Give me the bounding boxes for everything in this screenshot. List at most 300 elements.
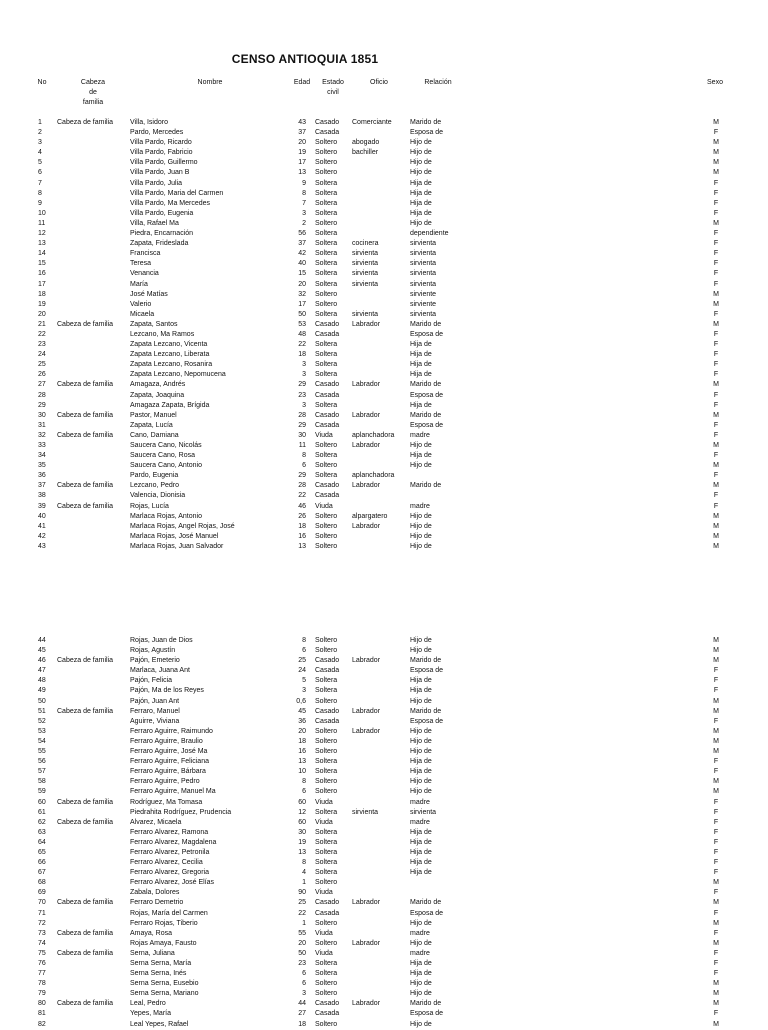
cell-record-number: 23 [38, 341, 46, 349]
table-row [0, 737, 768, 747]
table-row [0, 239, 768, 249]
cell-nombre: Ferraro Demetrio [130, 899, 184, 907]
cell-edad: 40 [298, 260, 306, 268]
cell-edad: 60 [298, 818, 306, 826]
table-row [0, 929, 768, 939]
cell-sexo: F [713, 351, 719, 359]
cell-nombre: Yepes, María [130, 1010, 171, 1018]
cell-record-number: 9 [38, 199, 42, 207]
cell-sexo: F [713, 970, 719, 978]
table-row [0, 158, 768, 168]
cell-edad: 36 [298, 717, 306, 725]
cell-record-number: 68 [38, 879, 46, 887]
cell-oficio: Labrador [352, 657, 381, 665]
cell-nombre: María [130, 280, 148, 288]
cell-oficio: sirvienta [352, 310, 379, 318]
table-row [0, 798, 768, 808]
cell-edad: 13 [298, 169, 306, 177]
table-row [0, 290, 768, 300]
cell-edad: 30 [298, 828, 306, 836]
cell-record-number: 1 [38, 119, 42, 126]
cell-sexo: F [713, 717, 719, 725]
cell-relacion: Hijo de [410, 462, 432, 470]
cell-relacion: Esposa de [410, 909, 444, 917]
table-row [0, 939, 768, 949]
cell-oficio: Comerciante [352, 119, 392, 126]
cell-relacion: Marido de [410, 657, 442, 665]
cell-estado-civil: Soltera [315, 351, 338, 359]
cell-record-number: 53 [38, 727, 46, 735]
cell-sexo: M [713, 169, 719, 177]
cell-estado-civil: Casada [315, 667, 340, 675]
cell-record-number: 58 [38, 778, 46, 786]
cell-nombre: Ferraro Aguirre, Manuel Ma [130, 788, 216, 796]
cell-estado-civil: Soltera [315, 270, 338, 278]
cell-record-number: 44 [38, 637, 46, 644]
cell-relacion: Hijo de [410, 442, 432, 449]
cell-relacion: madre [410, 929, 430, 937]
cell-edad: 18 [298, 1020, 306, 1028]
cell-relacion: Esposa de [410, 129, 444, 137]
cell-record-number: 65 [38, 848, 46, 856]
cell-sexo: M [713, 748, 719, 756]
cell-edad: 13 [298, 848, 306, 856]
cell-nombre: Villa Pardo, Eugenia [130, 209, 194, 217]
cell-record-number: 25 [38, 361, 46, 369]
cell-edad: 50 [298, 310, 306, 318]
cell-edad: 44 [298, 1000, 306, 1008]
cell-edad: 37 [298, 240, 306, 248]
cell-cabeza-de-familia: Cabeza de familia [57, 502, 114, 510]
cell-sexo: M [713, 778, 719, 786]
cell-sexo: M [713, 707, 719, 715]
table-row [0, 838, 768, 848]
cell-sexo: M [713, 657, 719, 665]
cell-edad: 6 [302, 788, 306, 796]
cell-estado-civil: Soltero [315, 990, 338, 998]
cell-estado-civil: Viuda [315, 949, 333, 957]
cell-relacion: sirvienta [410, 260, 437, 268]
table-row [0, 636, 768, 646]
cell-record-number: 14 [38, 250, 46, 258]
cell-relacion: madre [410, 502, 430, 510]
cell-sexo: F [713, 818, 719, 826]
cell-edad: 6 [302, 970, 306, 978]
cell-relacion: Hija de [410, 848, 432, 856]
cell-relacion: madre [410, 818, 430, 826]
cell-oficio: sirvienta [352, 280, 379, 288]
cell-cabeza-de-familia: Cabeza de familia [57, 798, 114, 806]
cell-sexo: M [713, 1020, 719, 1028]
table-row [0, 686, 768, 696]
cell-nombre: Pastor, Manuel [130, 411, 177, 419]
cell-edad: 8 [302, 452, 306, 460]
cell-sexo: F [713, 179, 719, 187]
cell-estado-civil: Soltero [315, 778, 338, 786]
table-row [0, 209, 768, 219]
cell-estado-civil: Soltero [315, 737, 338, 745]
cell-edad: 45 [298, 707, 306, 715]
table-row [0, 919, 768, 929]
header-nombre: Nombre [197, 79, 223, 86]
cell-estado-civil: Casada [315, 129, 340, 137]
cell-edad: 60 [298, 798, 306, 806]
cell-nombre: Saucera Cano, Antonio [130, 462, 202, 470]
cell-sexo: F [713, 667, 719, 675]
cell-record-number: 30 [38, 411, 46, 419]
cell-sexo: F [713, 859, 719, 867]
cell-sexo: M [713, 119, 719, 126]
cell-edad: 20 [298, 727, 306, 735]
cell-record-number: 51 [38, 707, 46, 715]
cell-sexo: M [713, 919, 719, 927]
cell-edad: 7 [302, 199, 306, 207]
cell-estado-civil: Casado [315, 320, 340, 328]
cell-relacion: Hijo de [410, 788, 432, 796]
cell-estado-civil: Soltero [315, 512, 338, 520]
cell-edad: 29 [298, 472, 306, 480]
cell-edad: 20 [298, 280, 306, 288]
cell-sexo: M [713, 899, 719, 907]
cell-estado-civil: Viuda [315, 502, 333, 510]
cell-estado-civil: Soltera [315, 199, 338, 207]
cell-relacion: Hijo de [410, 512, 432, 520]
cell-nombre: Marlaca Rojas, Angel Rojas, José [130, 522, 235, 530]
cell-sexo: F [713, 341, 719, 349]
cell-nombre: Valencia, Dionisia [130, 492, 186, 500]
cell-nombre: Rojas, María del Carmen [130, 909, 208, 917]
cell-nombre: Aguirre, Viviana [130, 717, 180, 725]
cell-relacion: Hijo de [410, 542, 432, 550]
cell-sexo: F [713, 492, 719, 500]
cell-nombre: Zapata, Frideslada [130, 240, 189, 248]
cell-relacion: Hija de [410, 758, 432, 766]
cell-oficio: Labrador [352, 482, 381, 490]
cell-estado-civil: Soltera [315, 452, 338, 460]
cell-cabeza-de-familia: Cabeza de familia [57, 320, 114, 328]
table-row [0, 330, 768, 340]
table-row [0, 522, 768, 532]
cell-nombre: Rojas, Lucía [130, 502, 169, 510]
table-row [0, 878, 768, 888]
cell-relacion: dependiente [410, 230, 449, 238]
cell-nombre: Villa, Rafael Ma [130, 219, 179, 227]
cell-sexo: F [713, 502, 719, 510]
table-row [0, 818, 768, 828]
cell-record-number: 31 [38, 421, 46, 429]
cell-relacion: Hijo de [410, 149, 432, 157]
cell-sexo: F [713, 1010, 719, 1018]
cell-estado-civil: Soltero [315, 727, 338, 735]
cell-relacion: Hija de [410, 859, 432, 867]
cell-record-number: 55 [38, 748, 46, 756]
cell-record-number: 34 [38, 452, 46, 460]
cell-record-number: 48 [38, 677, 46, 685]
header-edad: Edad [293, 79, 311, 86]
cell-relacion: Hijo de [410, 169, 432, 177]
cell-edad: 53 [298, 320, 306, 328]
cell-sexo: F [713, 798, 719, 806]
cell-edad: 28 [298, 411, 306, 419]
table-row [0, 512, 768, 522]
cell-nombre: Valerio [130, 300, 152, 308]
cell-nombre: Serna, Juliana [130, 949, 175, 957]
cell-sexo: M [713, 697, 719, 705]
table-row [0, 666, 768, 676]
cell-estado-civil: Soltero [315, 442, 338, 449]
cell-record-number: 6 [38, 169, 42, 177]
cell-edad: 3 [302, 401, 306, 409]
cell-record-number: 52 [38, 717, 46, 725]
cell-sexo: M [713, 727, 719, 735]
cell-relacion: Marido de [410, 320, 442, 328]
cell-estado-civil: Soltero [315, 522, 338, 530]
cell-nombre: Leal, Pedro [130, 1000, 166, 1008]
cell-edad: 17 [298, 159, 306, 167]
cell-nombre: Zapata Lezcano, Liberata [130, 351, 210, 359]
cell-edad: 23 [298, 391, 306, 399]
cell-edad: 32 [298, 290, 306, 298]
cell-nombre: Cano, Damiana [130, 431, 179, 439]
cell-edad: 6 [302, 980, 306, 988]
cell-relacion: Hijo de [410, 1020, 432, 1028]
cell-sexo: M [713, 320, 719, 328]
cell-estado-civil: Soltero [315, 149, 338, 157]
cell-edad: 8 [302, 778, 306, 786]
table-row [0, 148, 768, 158]
cell-edad: 37 [298, 129, 306, 137]
cell-estado-civil: Soltero [315, 980, 338, 988]
cell-cabeza-de-familia: Cabeza de familia [57, 1000, 114, 1008]
table-row [0, 858, 768, 868]
cell-nombre: Villa Pardo, Maria del Carmen [130, 189, 224, 197]
table-row [0, 431, 768, 441]
cell-record-number: 47 [38, 667, 46, 675]
cell-record-number: 70 [38, 899, 46, 907]
table-row [0, 999, 768, 1009]
cell-relacion: Esposa de [410, 717, 444, 725]
table-row [0, 717, 768, 727]
cell-nombre: Marlaca, Juana Ant [130, 667, 190, 675]
cell-estado-civil: Casado [315, 381, 340, 389]
cell-oficio: cocinera [352, 240, 379, 248]
cell-relacion: Hijo de [410, 748, 432, 756]
cell-sexo: M [713, 737, 719, 745]
cell-relacion: Hija de [410, 361, 432, 369]
cell-edad: 3 [302, 371, 306, 379]
cell-sexo: F [713, 280, 719, 288]
cell-nombre: José Matías [130, 290, 168, 298]
table-row [0, 461, 768, 471]
cell-estado-civil: Soltera [315, 848, 338, 856]
cell-record-number: 40 [38, 512, 46, 520]
cell-sexo: M [713, 139, 719, 147]
table-row [0, 370, 768, 380]
cell-nombre: Micaela [130, 310, 155, 318]
cell-relacion: Esposa de [410, 1010, 444, 1018]
cell-estado-civil: Casada [315, 421, 340, 429]
table-row [0, 380, 768, 390]
cell-sexo: M [713, 647, 719, 655]
cell-estado-civil: Soltero [315, 300, 338, 308]
cell-record-number: 60 [38, 798, 46, 806]
cell-sexo: F [713, 848, 719, 856]
cell-edad: 3 [302, 687, 306, 695]
cell-record-number: 10 [38, 209, 46, 217]
cell-record-number: 21 [38, 320, 46, 328]
table-row [0, 767, 768, 777]
cell-edad: 2 [302, 219, 306, 227]
cell-relacion: Hijo de [410, 219, 432, 227]
table-row [0, 320, 768, 330]
cell-estado-civil: Casado [315, 411, 340, 419]
cell-edad: 29 [298, 421, 306, 429]
header-sexo: Sexo [707, 79, 723, 86]
cell-record-number: 67 [38, 869, 46, 877]
cell-record-number: 78 [38, 980, 46, 988]
cell-record-number: 72 [38, 919, 46, 927]
cell-nombre: Serna Serna, María [130, 960, 192, 967]
cell-nombre: Zapata Lezcano, Vicenta [130, 341, 208, 349]
cell-sexo: M [713, 532, 719, 540]
table-row [0, 959, 768, 969]
cell-nombre: Teresa [130, 260, 152, 268]
cell-edad: 0,6 [296, 697, 306, 705]
cell-sexo: F [713, 960, 719, 967]
table-row [0, 898, 768, 908]
cell-estado-civil: Soltero [315, 290, 338, 298]
cell-edad: 46 [298, 502, 306, 510]
cell-nombre: Ferraro Alvarez, Ramona [130, 828, 209, 836]
cell-nombre: Serna Serna, Inés [130, 970, 187, 978]
table-row [0, 441, 768, 451]
cell-cabeza-de-familia: Cabeza de familia [57, 929, 114, 937]
cell-sexo: M [713, 542, 719, 550]
cell-nombre: Marlaca Rojas, Antonio [130, 512, 202, 520]
cell-edad: 30 [298, 431, 306, 439]
cell-edad: 11 [298, 442, 306, 449]
cell-sexo: F [713, 310, 719, 318]
cell-nombre: Venancia [130, 270, 159, 278]
cell-relacion: Hija de [410, 677, 432, 685]
header-no: No [37, 79, 47, 86]
cell-relacion: Esposa de [410, 391, 444, 399]
cell-estado-civil: Soltero [315, 169, 338, 177]
cell-relacion: sirvienta [410, 240, 437, 248]
cell-estado-civil: Soltera [315, 677, 338, 685]
cell-record-number: 37 [38, 482, 46, 490]
cell-relacion: Hija de [410, 960, 432, 967]
cell-record-number: 63 [38, 828, 46, 836]
cell-relacion: Hijo de [410, 727, 432, 735]
cell-nombre: Ferraro Rojas, Tiberio [130, 919, 198, 927]
cell-nombre: Ferraro Alvarez, Petronila [130, 848, 210, 856]
cell-nombre: Ferraro Aguirre, Bárbara [130, 768, 206, 776]
cell-sexo: F [713, 909, 719, 917]
cell-estado-civil: Viuda [315, 929, 333, 937]
cell-nombre: Saucera Cano, Nicolás [130, 442, 202, 449]
cell-nombre: Zapata, Lucía [130, 421, 173, 429]
table-row [0, 969, 768, 979]
cell-record-number: 71 [38, 909, 46, 917]
cell-edad: 6 [302, 462, 306, 470]
cell-record-number: 76 [38, 960, 46, 967]
cell-relacion: Marido de [410, 381, 442, 389]
cell-record-number: 43 [38, 542, 46, 550]
cell-relacion: Hija de [410, 401, 432, 409]
cell-cabeza-de-familia: Cabeza de familia [57, 381, 114, 389]
cell-sexo: M [713, 1000, 719, 1008]
cell-nombre: Amagaza Zapata, Brígida [130, 401, 210, 409]
cell-nombre: Piedrahita Rodríguez, Prudencia [130, 808, 232, 816]
table-row [0, 979, 768, 989]
cell-oficio: aplanchadora [352, 431, 395, 439]
cell-estado-civil: Casada [315, 330, 340, 338]
cell-estado-civil: Soltera [315, 960, 338, 967]
cell-edad: 43 [298, 119, 306, 126]
cell-sexo: F [713, 421, 719, 429]
cell-edad: 5 [302, 677, 306, 685]
census-section-2 [0, 636, 768, 1030]
cell-estado-civil: Soltera [315, 189, 338, 197]
cell-relacion: sirviente [410, 300, 437, 308]
cell-nombre: Serna Serna, Eusebio [130, 980, 199, 988]
page-title: CENSO ANTIOQUIA 1851 [231, 52, 379, 66]
table-row [0, 502, 768, 512]
cell-record-number: 79 [38, 990, 46, 998]
cell-edad: 18 [298, 522, 306, 530]
cell-sexo: M [713, 788, 719, 796]
cell-cabeza-de-familia: Cabeza de familia [57, 431, 114, 439]
header-relacion: Relación [424, 79, 452, 86]
cell-nombre: Francisca [130, 250, 161, 258]
cell-estado-civil: Casado [315, 657, 340, 665]
cell-sexo: F [713, 677, 719, 685]
cell-relacion: Hijo de [410, 139, 432, 147]
cell-relacion: Hija de [410, 452, 432, 460]
cell-nombre: Ferraro Aguirre, Feliciana [130, 758, 209, 766]
cell-sexo: F [713, 199, 719, 207]
cell-relacion: Hija de [410, 838, 432, 846]
cell-nombre: Pajón, Emeterio [130, 657, 180, 665]
table-row [0, 989, 768, 999]
cell-sexo: F [713, 189, 719, 197]
cell-relacion: Marido de [410, 707, 442, 715]
cell-relacion: madre [410, 949, 430, 957]
cell-record-number: 69 [38, 889, 46, 897]
cell-relacion: Esposa de [410, 667, 444, 675]
cell-relacion: Hijo de [410, 939, 432, 947]
cell-edad: 22 [298, 492, 306, 500]
cell-estado-civil: Soltero [315, 919, 338, 927]
cell-nombre: Rojas Amaya, Fausto [130, 939, 197, 947]
cell-nombre: Pajón, Ma de los Reyes [130, 687, 204, 695]
table-row [0, 128, 768, 138]
cell-sexo: M [713, 442, 719, 449]
cell-edad: 42 [298, 250, 306, 258]
table-row [0, 118, 768, 128]
cell-nombre: Zapata, Joaquina [130, 391, 185, 399]
cell-estado-civil: Viuda [315, 798, 333, 806]
cell-sexo: F [713, 687, 719, 695]
cell-relacion: Esposa de [410, 421, 444, 429]
cell-nombre: Pajón, Felicia [130, 677, 173, 685]
cell-sexo: M [713, 637, 719, 644]
cell-sexo: M [713, 462, 719, 470]
cell-relacion: madre [410, 431, 430, 439]
table-row [0, 1020, 768, 1030]
cell-nombre: Ferraro Aguirre, Braulio [130, 737, 203, 745]
